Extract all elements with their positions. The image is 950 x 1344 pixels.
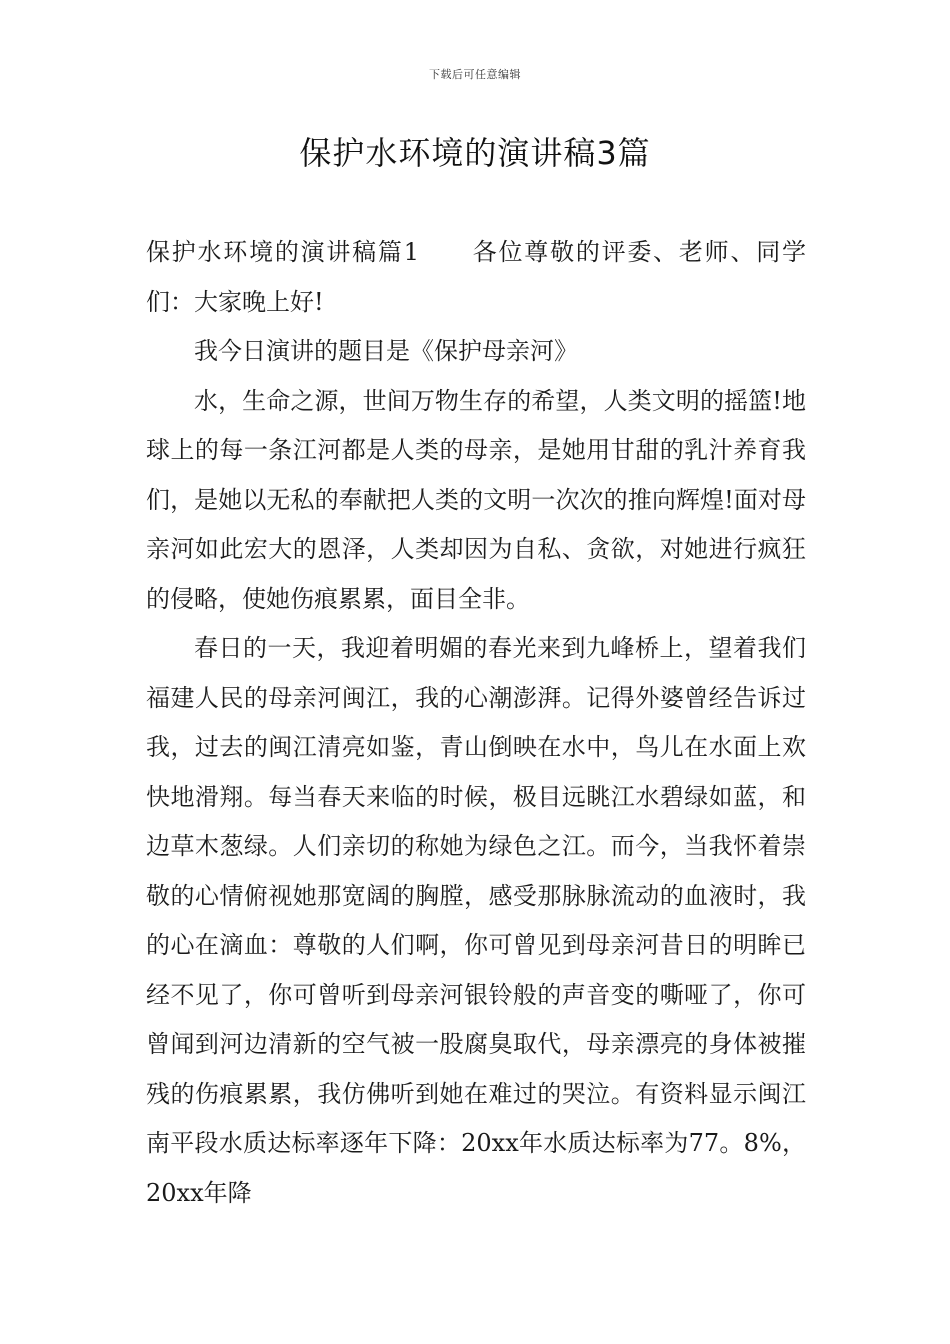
paragraph-topic: 我今日演讲的题目是《保护母亲河》: [194, 337, 578, 365]
paragraph-spring: 春日的一天，我迎着明媚的春光来到九峰桥上，望着我们福建人民的母亲河闽江，我的心潮澎湃。记得外婆曾经告诉过我，过去的闽江清亮如鉴，青山倒映在水中，鸟儿在水面上欢快地滑翔。每当春天来临的时候，极目远眺江水碧绿如蓝，和边草木葱绿。人们亲切的称她为绿色之江。而今，当我怀着崇敬的心情俯视她那宽阔的胸膛，感受那脉脉流动的血液时，我的心在滴血：尊敬的人们啊，你可曾见到母亲河昔日的明眸已经不见了，你可曾听到母亲河银铃般的声音变的嘶哑了，你可曾闻到河边清新的空气被一股腐臭取代，母亲漂亮的身体被摧残的伤痕累累，我仿佛听到她在难过的哭泣。有资料显示闽江南平段水质达标率逐年下降：20xx年水质达标率为77。8%，20xx年降: [146, 634, 806, 1207]
section-heading: 保护水环境的演讲稿篇1: [146, 238, 419, 266]
document-body: [146, 228, 806, 1218]
paragraph-water: 水，生命之源，世间万物生存的希望，人类文明的摇篮!地球上的每一条江河都是人类的母亲，是她用甘甜的乳汁养育我们，是她以无私的奉献把人类的文明一次次的推向辉煌!面对母亲河如此宏大的恩泽，人类却因为自私、贪欲，对她进行疯狂的侵略，使她伤痕累累，面目全非。: [146, 386, 806, 613]
salutation-text: 各位尊敬的评委、老师、同学们：大家晚上好!: [146, 238, 806, 316]
header-note: 下载后可任意编辑: [429, 68, 521, 81]
intro-paragraph: [146, 228, 806, 327]
page-title: 保护水环境的演讲稿3篇: [299, 134, 651, 172]
